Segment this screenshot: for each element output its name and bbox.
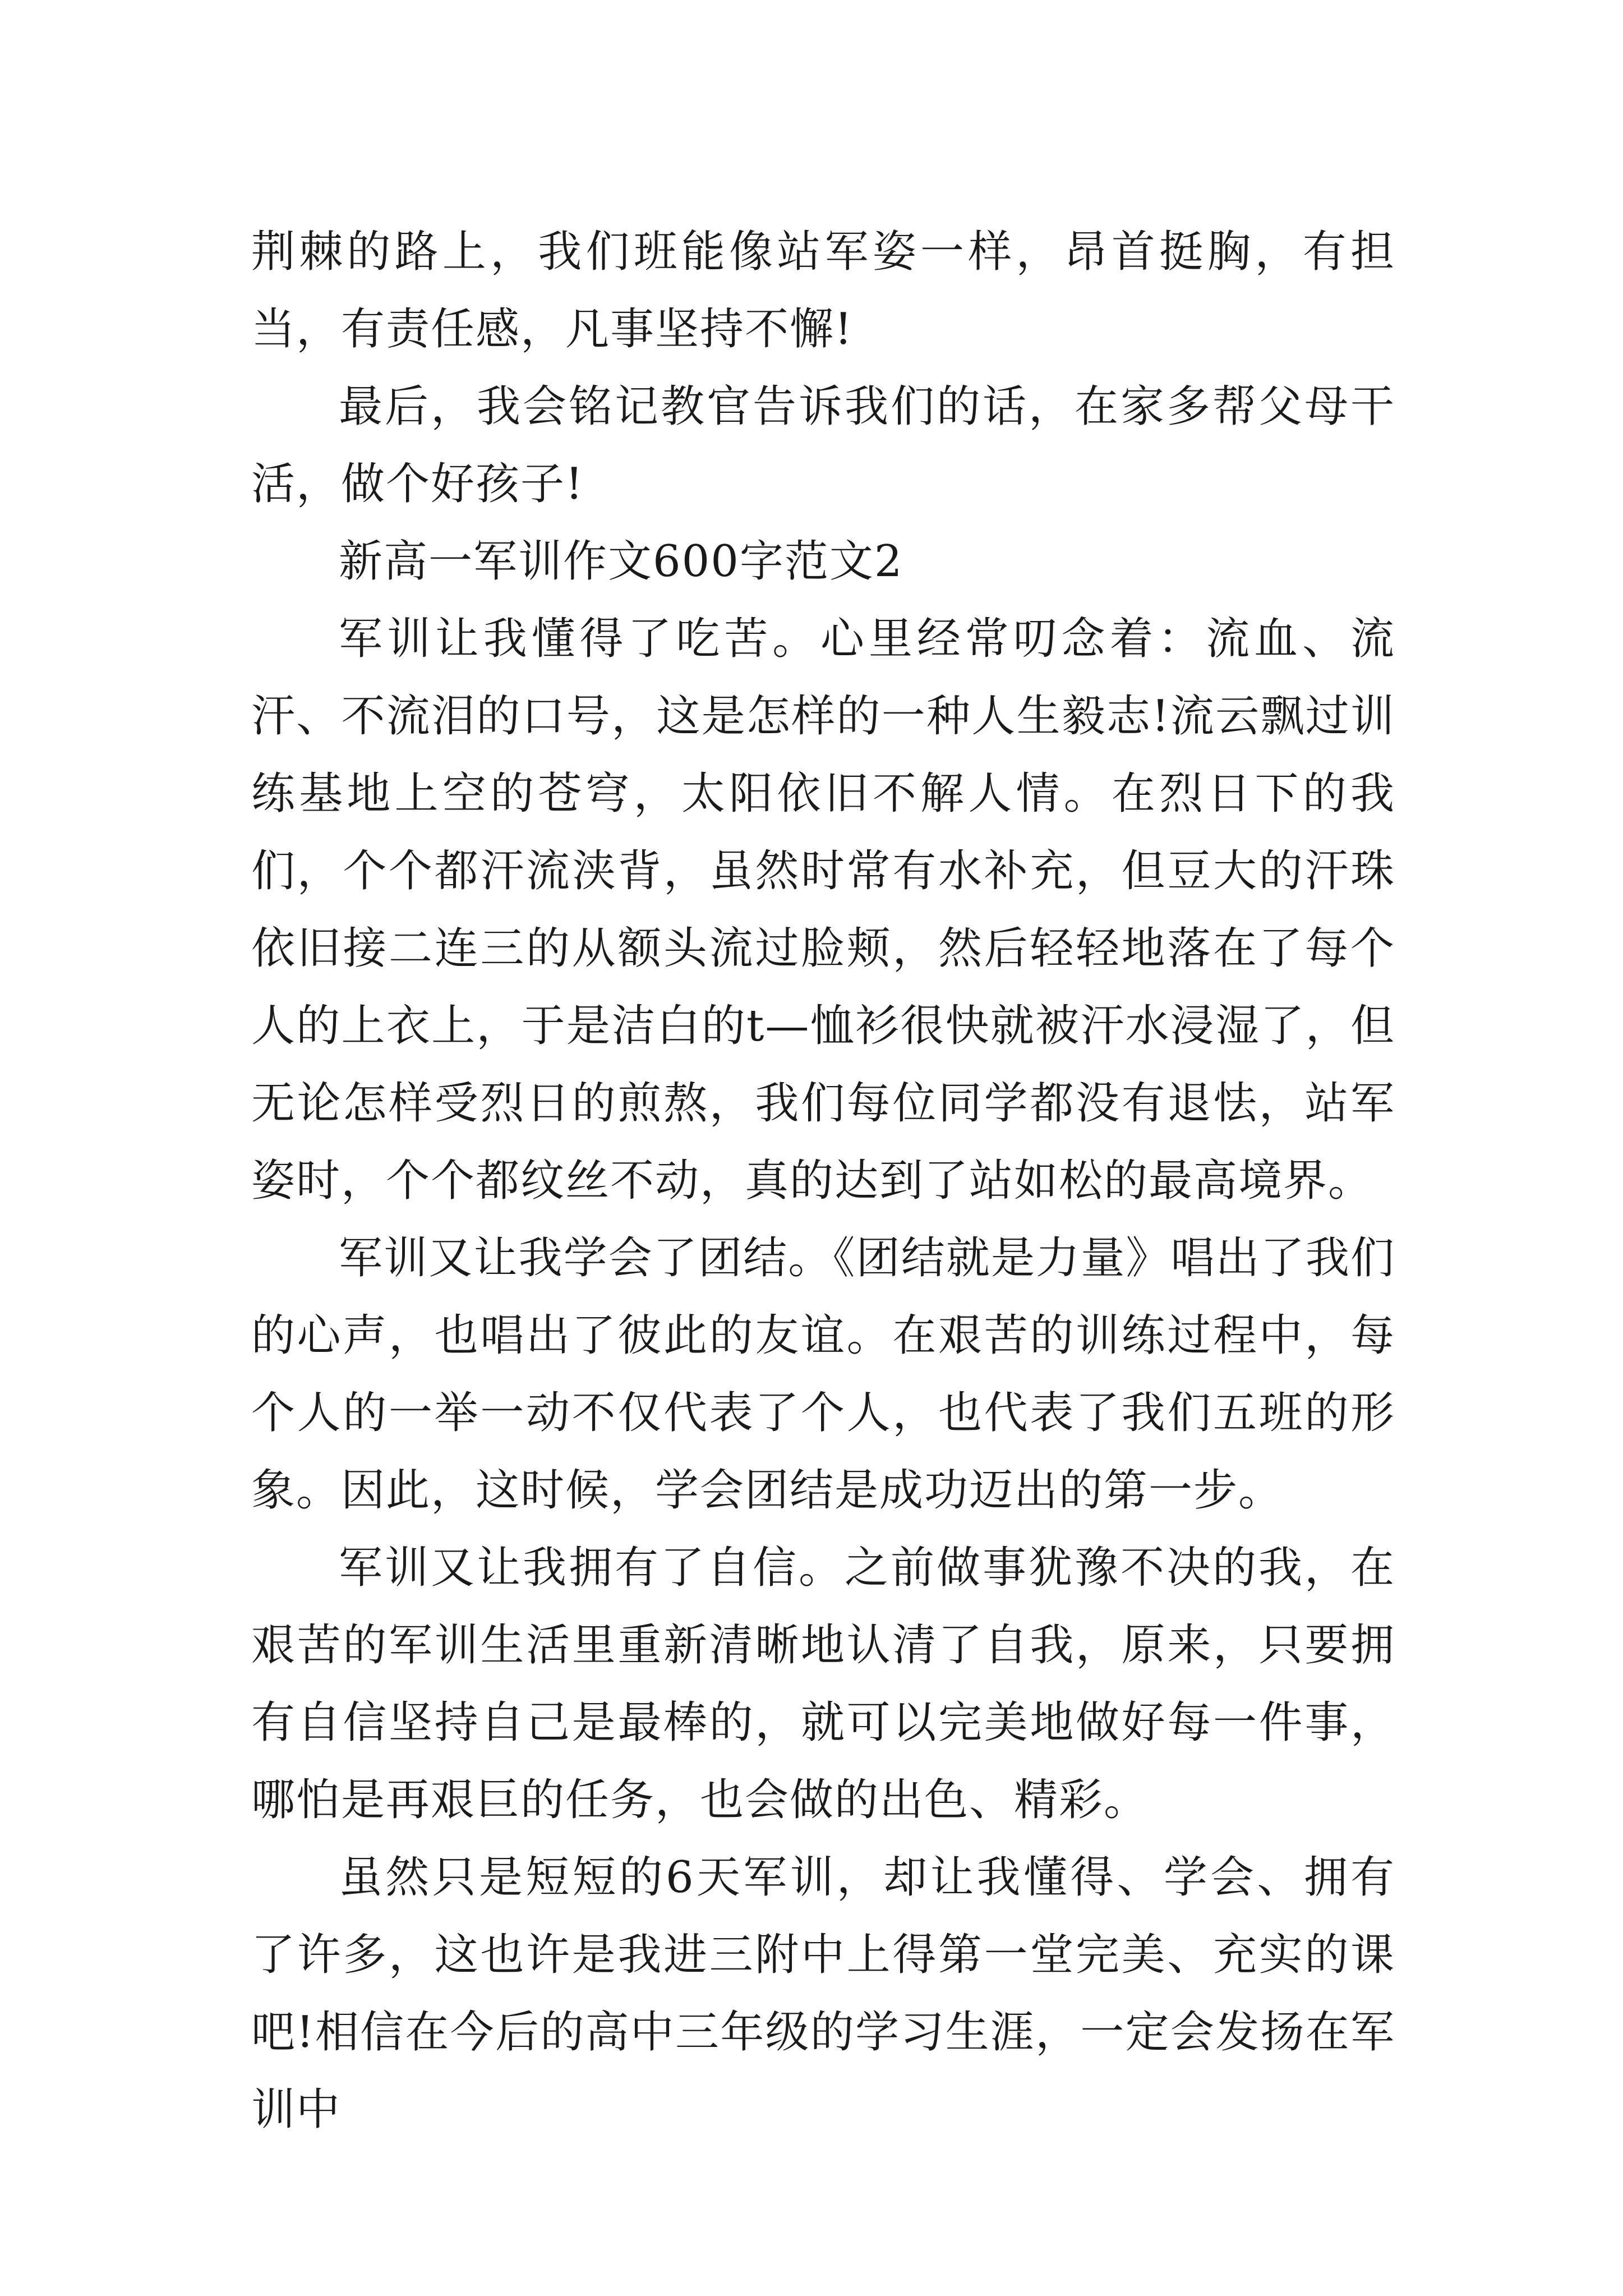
essay-title: 新高一军训作文600字范文2 [339, 536, 903, 587]
paragraph-summary: 虽然只是短短的6天军训，却让我懂得、学会、拥有了许多，这也许是我进三附中上得第一堂完美、充实的课吧!相信在今后的高中三年级的学习生涯，一定会发扬在军训中 [251, 1852, 1395, 2135]
essay-body [251, 213, 1395, 2148]
paragraph-continuation: 荆棘的路上，我们班能像站军姿一样，昂首挺胸，有担当，有责任感，凡事坚持不懈! [251, 227, 1395, 355]
paragraph-closing: 最后，我会铭记教官告诉我们的话，在家多帮父母干活，做个好孩子! [251, 381, 1395, 509]
paragraph-hardship: 军训让我懂得了吃苦。心里经常叨念着：流血、流汗、不流泪的口号，这是怎样的一种人生毅志!流云飘过训练基地上空的苍穹，太阳依旧不解人情。在烈日下的我们，个个都汗流浃背，虽然时常有水补充，但豆大的汗珠依旧接二连三的从额头流过脸颊，然后轻轻地落在了每个人的上衣上，于是洁白的t—恤衫很快就被汗水浸湿了，但无论怎样受烈日的煎熬，我们每位同学都没有退怯，站军姿时，个个都纹丝不动，真的达到了站如松的最高境界。 [251, 614, 1395, 1206]
paragraph-confidence: 军训又让我拥有了自信。之前做事犹豫不决的我，在艰苦的军训生活里重新清晰地认清了自我，原来，只要拥有自信坚持自己是最棒的，就可以完美地做好每一件事，哪怕是再艰巨的任务，也会做的出色、精彩。 [251, 1543, 1395, 1825]
paragraph-unity: 军训又让我学会了团结。《团结就是力量》唱出了我们的心声，也唱出了彼此的友谊。在艰苦的训练过程中，每个人的一举一动不仅代表了个人，也代表了我们五班的形象。因此，这时候，学会团结是成功迈出的第一步。 [251, 1233, 1395, 1516]
